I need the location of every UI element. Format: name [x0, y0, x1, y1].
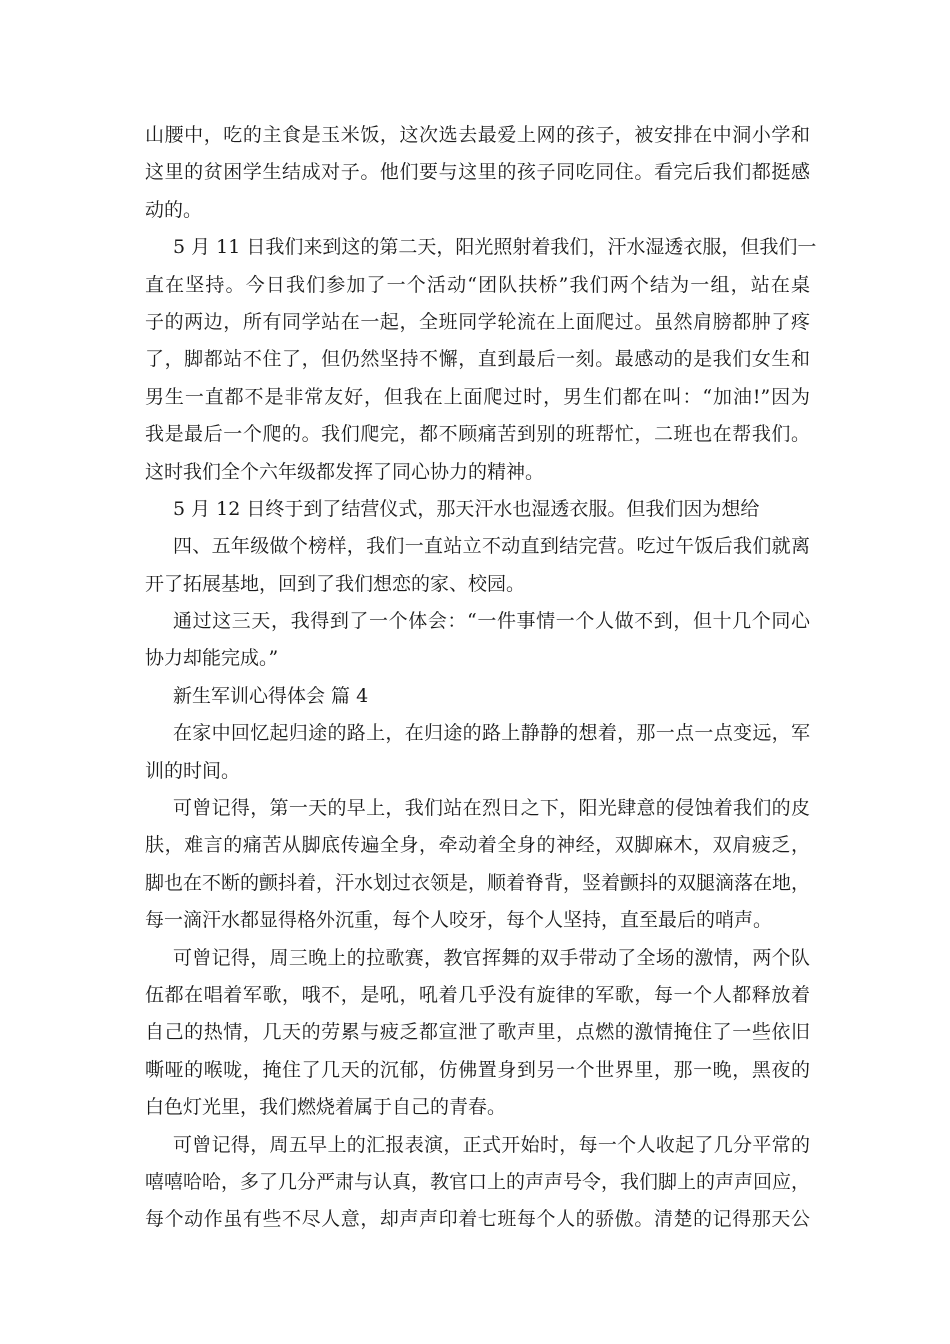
text-line: 协力却能完成。”: [145, 647, 279, 670]
text-line: 肤，难言的痛苦从脚底传遍全身，牵动着全身的神经，双脚麻木，双肩疲乏，: [145, 834, 810, 857]
text-line: 这时我们全个六年级都发挥了同心协力的精神。: [145, 460, 545, 483]
text-line: 伍都在唱着军歌，哦不，是吼，吼着几乎没有旋律的军歌，每一个人都释放着: [145, 983, 810, 1006]
text-line: 子的两边，所有同学站在一起，全班同学轮流在上面爬过。虽然肩膀都肿了疼: [145, 310, 810, 333]
text-line: 嘻嘻哈哈，多了几分严肃与认真，教官口上的声声号令，我们脚上的声声回应，: [145, 1170, 811, 1193]
text-line: 直在坚持。今日我们参加了一个活动“团队扶桥”我们两个结为一组，站在桌: [145, 273, 810, 296]
text-line: 可曾记得，第一天的早上，我们站在烈日之下，阳光肆意的侵蚀着我们的皮: [173, 797, 810, 820]
text-line: 白色灯光里，我们燃烧着属于自己的青春。: [145, 1096, 507, 1119]
text-line: 男生一直都不是非常友好，但我在上面爬过时，男生们都在叫：“加油!”因为: [145, 385, 810, 408]
text-line: 山腰中，吃的主食是玉米饭，这次选去最爱上网的孩子，被安排在中洞小学和: [145, 124, 810, 146]
text-line: 通过这三天，我得到了一个体会：“一件事情一个人做不到，但十几个同心: [173, 610, 810, 633]
text-line: 自己的热情，几天的劳累与疲乏都宣泄了歌声里，点燃的激情掩住了一些依旧: [145, 1021, 810, 1044]
text-line: 5 月 11 日我们来到这的第二天，阳光照射着我们，汗水湿透衣服，但我们一: [173, 236, 817, 259]
text-line: 这里的贫困学生结成对子。他们要与这里的孩子同吃同住。看完后我们都挺感: [145, 161, 810, 184]
text-line: 每个动作虽有些不尽人意，却声声印着七班每个人的骄傲。清楚的记得那天公: [145, 1208, 810, 1231]
text-line: 在家中回忆起归途的路上，在归途的路上静静的想着，那一点一点变远，军: [173, 722, 810, 745]
text-line: 可曾记得，周五早上的汇报表演，正式开始时，每一个人收起了几分平常的: [173, 1133, 810, 1156]
document-body: [145, 117, 817, 1239]
text-line: 嘶哑的喉咙，掩住了几天的沉郁，仿佛置身到另一个世界里，那一晚，黑夜的: [145, 1058, 810, 1081]
text-line: 新生军训心得体会 篇 4: [173, 684, 369, 707]
text-line: 了，脚都站不住了，但仍然坚持不懈，直到最后一刻。最感动的是我们女生和: [145, 348, 810, 371]
text-line: 每一滴汗水都显得格外沉重，每个人咬牙，每个人坚持，直至最后的哨声。: [145, 909, 773, 932]
text-line: 动的。: [145, 198, 203, 221]
text-line: 训的时间。: [145, 759, 241, 782]
text-line: 5 月 12 日终于到了结营仪式，那天汗水也湿透衣服。但我们因为想给: [173, 497, 760, 520]
text-line: 脚也在不断的颤抖着，汗水划过衣领是，顺着脊背，竖着颤抖的双腿滴落在地，: [145, 871, 811, 894]
text-line: 可曾记得，周三晚上的拉歌赛，教官挥舞的双手带动了全场的激情，两个队: [173, 946, 810, 969]
text-line: 我是最后一个爬的。我们爬完，都不顾痛苦到别的班帮忙，二班也在帮我们。: [145, 423, 810, 446]
text-line: 开了拓展基地，回到了我们想恋的家、校园。: [145, 572, 526, 595]
text-line: 四、五年级做个榜样，我们一直站立不动直到结完营。吃过午饭后我们就离: [173, 535, 810, 558]
